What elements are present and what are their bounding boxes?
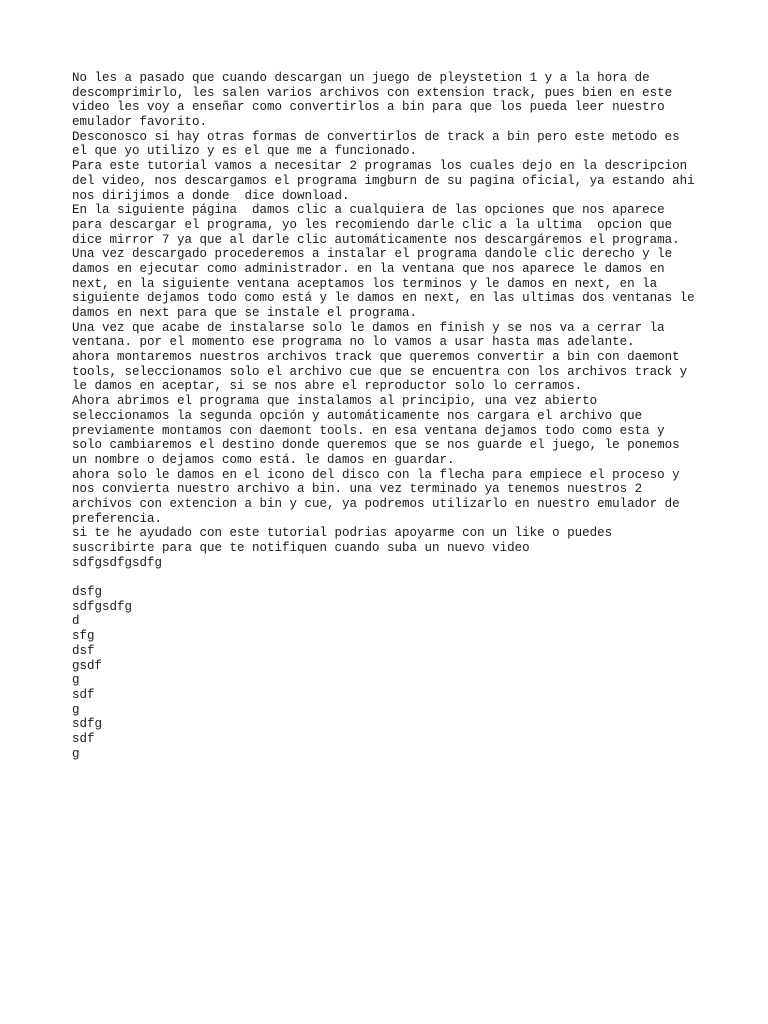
text-line: siguiente dejamos todo como está y le damos en next, en las ultimas dos ventanas le: [72, 291, 695, 306]
text-line: video les voy a enseñar como convertirlos a bin para que los pueda leer nuestro: [72, 100, 665, 115]
text-line: descomprimirlo, les salen varios archivos con extension track, pues bien en este: [72, 85, 673, 100]
text-line: d: [72, 614, 80, 629]
text-line: Desconosco si hay otras formas de convertirlos de track a bin pero este metodo es: [72, 129, 680, 144]
text-line: Para este tutorial vamos a necesitar 2 programas los cuales dejo en la descripcion: [72, 159, 688, 174]
text-line: el que yo utilizo y es el que me a funcionado.: [72, 144, 418, 159]
text-line: previamente montamos con daemont tools. en esa ventana dejamos todo como esta y: [72, 423, 665, 438]
text-line: seleccionamos la segunda opción y automáticamente nos cargara el archivo que: [72, 408, 643, 423]
text-line: damos en next para que se instale el programa.: [72, 306, 418, 320]
text-line: sdfgsdfgsdfg: [72, 555, 163, 570]
text-line: sdfgsdfg: [72, 599, 133, 614]
text-line: Ahora abrimos el programa que instalamos al principio, una vez abierto: [72, 394, 598, 409]
document-page: [72, 71, 732, 761]
text-line: En la siguiente página damos clic a cualquiera de las opciones que nos aparece: [72, 203, 665, 218]
text-line: preferencia.: [72, 511, 163, 526]
text-line: sdf: [72, 687, 95, 702]
text-line: dsfg: [72, 585, 103, 600]
text-line: Una vez que acabe de instalarse solo le damos en finish y se nos va a cerrar la: [72, 320, 665, 335]
text-line: ahora solo le damos en el icono del disco con la flecha para empiece el proceso y: [72, 467, 680, 482]
blank-line: [72, 570, 732, 585]
text-line: sdfg: [72, 717, 103, 732]
text-line: dice mirror 7 ya que al darle clic automáticamente nos descargáremos el programa.: [72, 232, 680, 247]
text-line: le damos en aceptar, si se nos abre el reproductor solo lo cerramos.: [72, 379, 583, 394]
text-line: g: [72, 702, 80, 717]
text-line: Una vez descargado procederemos a instalar el programa dandole clic derecho y le: [72, 247, 673, 262]
text-line: next, en la siguiente ventana aceptamos los terminos y le damos en next, en la: [72, 276, 658, 291]
text-line: sdf: [72, 731, 95, 746]
text-line: para descargar el programa, yo les recomiendo darle clic a la ultima opcion que: [72, 217, 673, 232]
text-line: ventana. por el momento ese programa no lo vamos a usar hasta mas adelante.: [72, 335, 635, 350]
text-line: ahora montaremos nuestros archivos track que queremos convertir a bin con daemont: [72, 350, 680, 365]
text-line: solo cambiaremos el destino donde queremos que se nos guarde el juego, le ponemos: [72, 438, 680, 453]
text-line: No les a pasado que cuando descargan un juego de pleystetion 1 y a la hora de: [72, 71, 650, 85]
text-line: archivos con extencion a bin y cue, ya podremos utilizarlo en nuestro emulador de: [72, 496, 680, 511]
text-line: del video, nos descargamos el programa imgburn de su pagina oficial, ya estando ahi: [72, 173, 695, 188]
text-line: gsdf: [72, 658, 103, 673]
text-line: si te he ayudado con este tutorial podrias apoyarme con un like o puedes: [72, 526, 613, 541]
text-line: sfg: [72, 629, 95, 644]
text-line: emulador favorito.: [72, 115, 208, 130]
text-line: nos convierta nuestro archivo a bin. una vez terminado ya tenemos nuestros 2: [72, 482, 643, 497]
text-line: g: [72, 673, 80, 688]
text-line: g: [72, 746, 80, 761]
text-line: nos dirijimos a donde dice download.: [72, 188, 350, 203]
text-line: dsf: [72, 643, 95, 658]
text-line: un nombre o dejamos como está. le damos en guardar.: [72, 452, 455, 467]
text-line: tools, seleccionamos solo el archivo cue que se encuentra con los archivos track y: [72, 364, 688, 379]
text-line: damos en ejecutar como administrador. en la ventana que nos aparece le damos en: [72, 261, 665, 276]
text-line: suscribirte para que te notifiquen cuando suba un nuevo video: [72, 541, 530, 555]
